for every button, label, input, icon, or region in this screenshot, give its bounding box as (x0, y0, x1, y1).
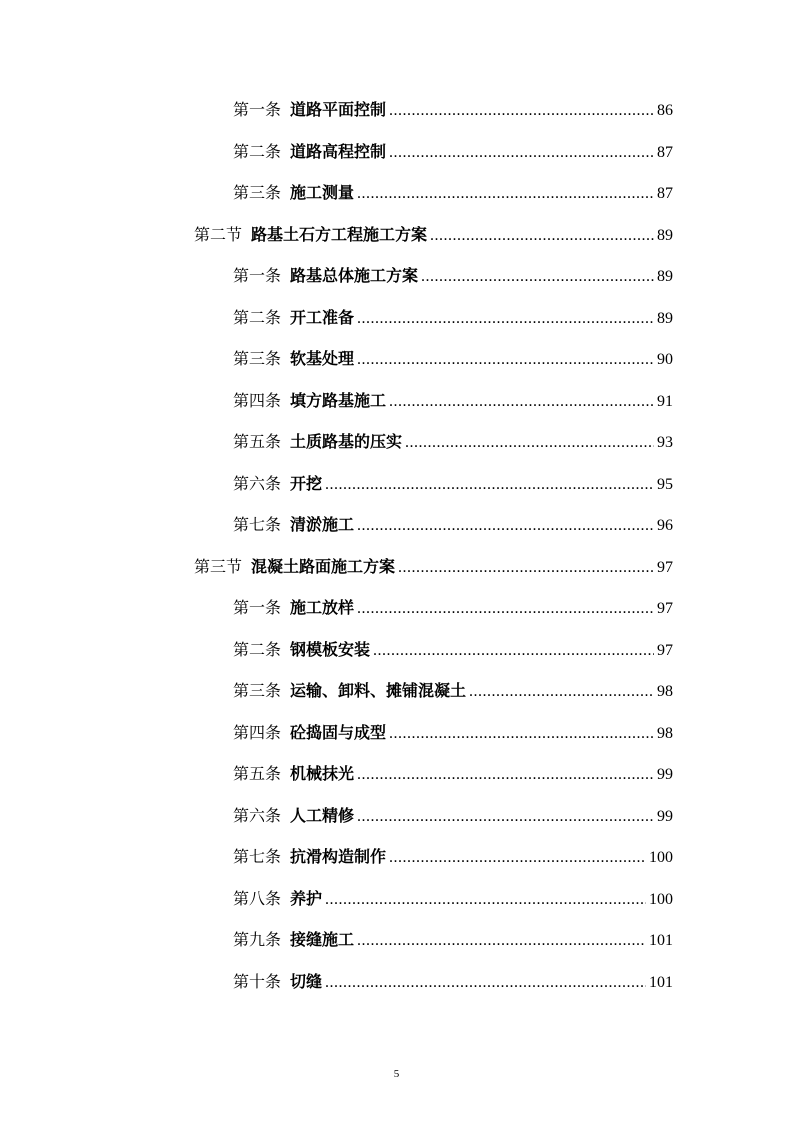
toc-entry[interactable] (0, 297, 793, 339)
toc-entry-page: 89 (657, 226, 673, 244)
toc-dot-leader (389, 381, 654, 423)
toc-entry-number: 第一条 (233, 268, 282, 285)
toc-entry-number: 第三节 (194, 558, 243, 576)
toc-entry-page: 97 (657, 600, 673, 617)
toc-entry-number: 第二条 (233, 641, 282, 659)
toc-entry[interactable] (0, 919, 793, 961)
toc-entry-page: 86 (657, 102, 673, 119)
toc-entry-number: 第五条 (233, 766, 282, 783)
toc-entry-page: 98 (657, 724, 673, 742)
toc-entry-number: 第五条 (233, 434, 282, 451)
toc-entry-number: 第三条 (233, 683, 282, 700)
toc-entry[interactable] (0, 172, 793, 214)
toc-entry[interactable] (0, 421, 793, 463)
toc-dot-leader (357, 754, 654, 796)
toc-dot-leader (421, 256, 654, 298)
toc-entry[interactable] (0, 712, 793, 754)
toc-entry[interactable] (0, 504, 793, 546)
toc-entry-number: 第八条 (233, 890, 282, 908)
toc-entry-title: 养护 (290, 888, 323, 908)
toc-entry-title: 清淤施工 (290, 515, 355, 534)
toc-entry[interactable] (0, 836, 793, 878)
toc-dot-leader (405, 422, 654, 464)
toc-dot-leader (325, 464, 654, 506)
toc-entry-page: 97 (657, 641, 673, 659)
table-of-contents (0, 89, 793, 1002)
toc-entry[interactable] (0, 380, 793, 422)
toc-entry-title: 抗滑构造制作 (290, 847, 387, 866)
toc-dot-leader (469, 671, 654, 713)
toc-entry-page: 89 (657, 309, 673, 327)
toc-dot-leader (357, 339, 654, 381)
toc-entry-title: 砼捣固与成型 (290, 722, 387, 742)
toc-entry-page: 89 (657, 268, 673, 285)
toc-section-entry[interactable] (0, 214, 793, 256)
toc-entry-page: 97 (657, 558, 673, 576)
toc-entry-title: 运输、卸料、摊铺混凝土 (290, 681, 467, 700)
toc-entry[interactable] (0, 587, 793, 629)
toc-entry-title: 土质路基的压实 (290, 432, 403, 451)
toc-dot-leader (389, 837, 646, 879)
toc-entry-page: 90 (657, 351, 673, 368)
toc-entry[interactable] (0, 753, 793, 795)
toc-entry-number: 第二节 (194, 226, 243, 244)
toc-entry-number: 第九条 (233, 932, 282, 949)
toc-dot-leader (373, 630, 654, 672)
toc-entry-page: 101 (649, 932, 673, 949)
toc-entry-page: 87 (657, 143, 673, 161)
toc-entry[interactable] (0, 670, 793, 712)
toc-entry[interactable] (0, 89, 793, 131)
toc-dot-leader (389, 132, 654, 174)
toc-entry-page: 101 (649, 973, 673, 991)
toc-entry-number: 第十条 (233, 973, 282, 991)
toc-entry-number: 第三条 (233, 351, 282, 368)
toc-entry-title: 道路高程控制 (290, 141, 387, 161)
toc-entry-page: 98 (657, 683, 673, 700)
toc-entry-page: 100 (649, 890, 673, 908)
toc-entry[interactable] (0, 255, 793, 297)
toc-dot-leader (398, 547, 654, 589)
toc-entry-title: 施工测量 (290, 183, 355, 202)
toc-entry-title: 开工准备 (290, 307, 355, 327)
toc-entry-title: 钢模板安装 (290, 639, 371, 659)
toc-entry-title: 路基土石方工程施工方案 (251, 224, 428, 244)
toc-entry-title: 切缝 (290, 971, 323, 991)
toc-entry[interactable] (0, 629, 793, 671)
toc-entry-page: 99 (657, 807, 673, 825)
toc-entry-page: 99 (657, 766, 673, 783)
toc-entry-number: 第二条 (233, 143, 282, 161)
toc-entry-title: 混凝土路面施工方案 (251, 556, 396, 576)
toc-entry-title: 人工精修 (290, 805, 355, 825)
toc-entry-number: 第六条 (233, 807, 282, 825)
toc-entry-title: 开挖 (290, 473, 323, 493)
toc-entry-page: 95 (657, 475, 673, 493)
toc-entry-page: 96 (657, 517, 673, 534)
toc-entry[interactable] (0, 795, 793, 837)
toc-entry-title: 施工放样 (290, 598, 355, 617)
toc-dot-leader (357, 920, 646, 962)
toc-entry-number: 第七条 (233, 849, 282, 866)
toc-entry-title: 道路平面控制 (290, 100, 387, 119)
toc-entry[interactable] (0, 878, 793, 920)
toc-entry-page: 91 (657, 392, 673, 410)
toc-dot-leader (357, 505, 654, 547)
toc-entry-page: 100 (649, 849, 673, 866)
toc-dot-leader (430, 215, 654, 257)
toc-entry[interactable] (0, 961, 793, 1003)
toc-entry-number: 第二条 (233, 309, 282, 327)
toc-entry[interactable] (0, 338, 793, 380)
toc-entry-number: 第六条 (233, 475, 282, 493)
toc-entry-title: 填方路基施工 (290, 390, 387, 410)
toc-entry-number: 第七条 (233, 517, 282, 534)
toc-entry-title: 软基处理 (290, 349, 355, 368)
toc-entry-title: 接缝施工 (290, 930, 355, 949)
toc-entry-title: 机械抹光 (290, 764, 355, 783)
toc-entry-number: 第四条 (233, 392, 282, 410)
toc-entry[interactable] (0, 463, 793, 505)
toc-entry-number: 第一条 (233, 102, 282, 119)
toc-dot-leader (325, 879, 646, 921)
toc-dot-leader (357, 173, 654, 215)
toc-entry-title: 路基总体施工方案 (290, 266, 419, 285)
toc-entry[interactable] (0, 131, 793, 173)
toc-entry-number: 第三条 (233, 185, 282, 202)
toc-entry-number: 第四条 (233, 724, 282, 742)
toc-entry-page: 93 (657, 434, 673, 451)
toc-section-entry[interactable] (0, 546, 793, 588)
toc-dot-leader (357, 796, 654, 838)
toc-dot-leader (389, 90, 654, 132)
page-number: 5 (393, 1068, 400, 1080)
toc-dot-leader (325, 962, 646, 1004)
toc-dot-leader (357, 298, 654, 340)
toc-entry-number: 第一条 (233, 600, 282, 617)
toc-entry-page: 87 (657, 185, 673, 202)
toc-dot-leader (357, 588, 654, 630)
toc-dot-leader (389, 713, 654, 755)
